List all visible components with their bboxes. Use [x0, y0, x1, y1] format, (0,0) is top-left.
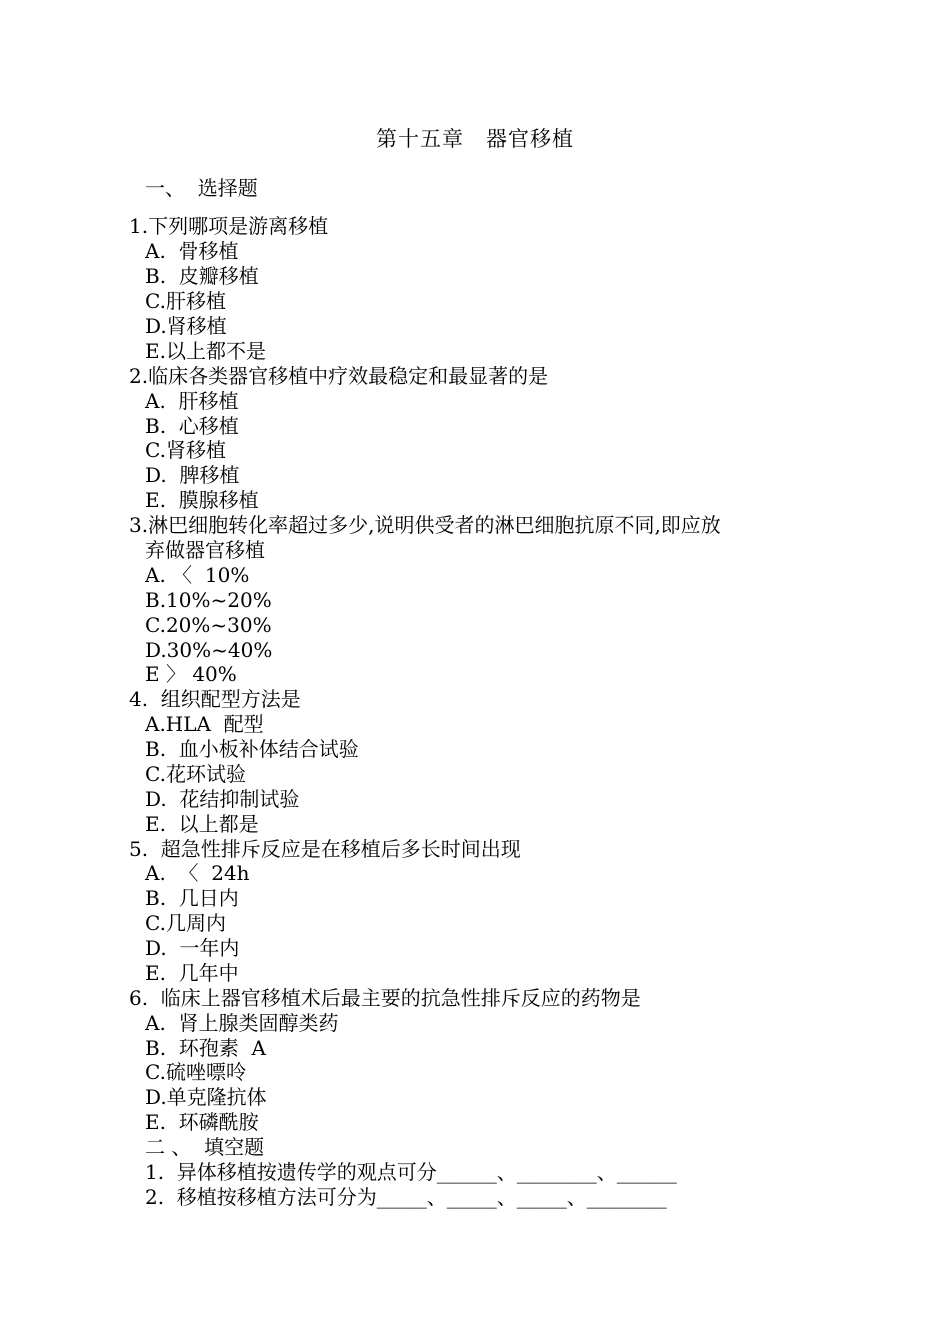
question-stem: 2.临床各类器官移植中疗效最稳定和最显著的是	[129, 364, 549, 388]
question-stem: 3.淋巴细胞转化率超过多少,说明供受者的淋巴细胞抗原不同,即应放	[129, 513, 721, 537]
option: C.硫唑嘌呤	[145, 1060, 246, 1084]
option: A. 〈 24h	[145, 861, 250, 885]
option: A. 骨移植	[145, 239, 239, 263]
fill-in-question: 1. 异体移植按遗传学的观点可分______、________、______	[145, 1160, 677, 1184]
option: D. 脾移植	[145, 463, 240, 487]
option: E. 以上都是	[145, 812, 259, 836]
option: A. 肝移植	[145, 389, 239, 413]
option: E. 几年中	[145, 961, 239, 985]
option: D.肾移植	[145, 314, 227, 338]
option: E 〉 40%	[145, 662, 237, 686]
page-title	[0, 124, 950, 154]
option: C.20%~30%	[145, 613, 272, 637]
chapter-name: 器官移植	[486, 127, 574, 151]
fill-in-question: 2. 移植按移植方法可分为_____、_____、_____、________	[145, 1185, 667, 1209]
option: B. 几日内	[145, 886, 239, 910]
question-stem-continuation: 弃做器官移植	[145, 538, 265, 562]
option: B.10%~20%	[145, 588, 272, 612]
section-heading-fill: 二 、 填空题	[145, 1135, 265, 1159]
option: B. 心移植	[145, 414, 239, 438]
section-heading-choice: 一、 选择题	[145, 176, 258, 200]
option: D. 花结抑制试验	[145, 787, 300, 811]
option: C.肝移植	[145, 289, 226, 313]
option: D. 一年内	[145, 936, 240, 960]
chapter-number: 第十五章	[376, 127, 464, 151]
question-stem: 6. 临床上器官移植术后最主要的抗急性排斥反应的药物是	[129, 986, 641, 1010]
option: D.30%~40%	[145, 638, 273, 662]
question-stem: 4. 组织配型方法是	[129, 687, 301, 711]
option: C.花环试验	[145, 762, 246, 786]
question-stem: 1.下列哪项是游离移植	[129, 214, 329, 238]
option: C.肾移植	[145, 438, 226, 462]
option: D.单克隆抗体	[145, 1085, 267, 1109]
question-stem: 5. 超急性排斥反应是在移植后多长时间出现	[129, 837, 521, 861]
option: E. 膜腺移植	[145, 488, 259, 512]
option: A. 肾上腺类固醇类药	[145, 1011, 339, 1035]
option: B. 皮瓣移植	[145, 264, 259, 288]
option: A.HLA 配型	[145, 712, 264, 736]
option: B. 血小板补体结合试验	[145, 737, 359, 761]
option: A. 〈 10%	[145, 563, 250, 587]
option: B. 环孢素 A	[145, 1036, 266, 1060]
option: C.几周内	[145, 911, 226, 935]
option: E.以上都不是	[145, 339, 266, 363]
option: E. 环磷酰胺	[145, 1110, 259, 1134]
